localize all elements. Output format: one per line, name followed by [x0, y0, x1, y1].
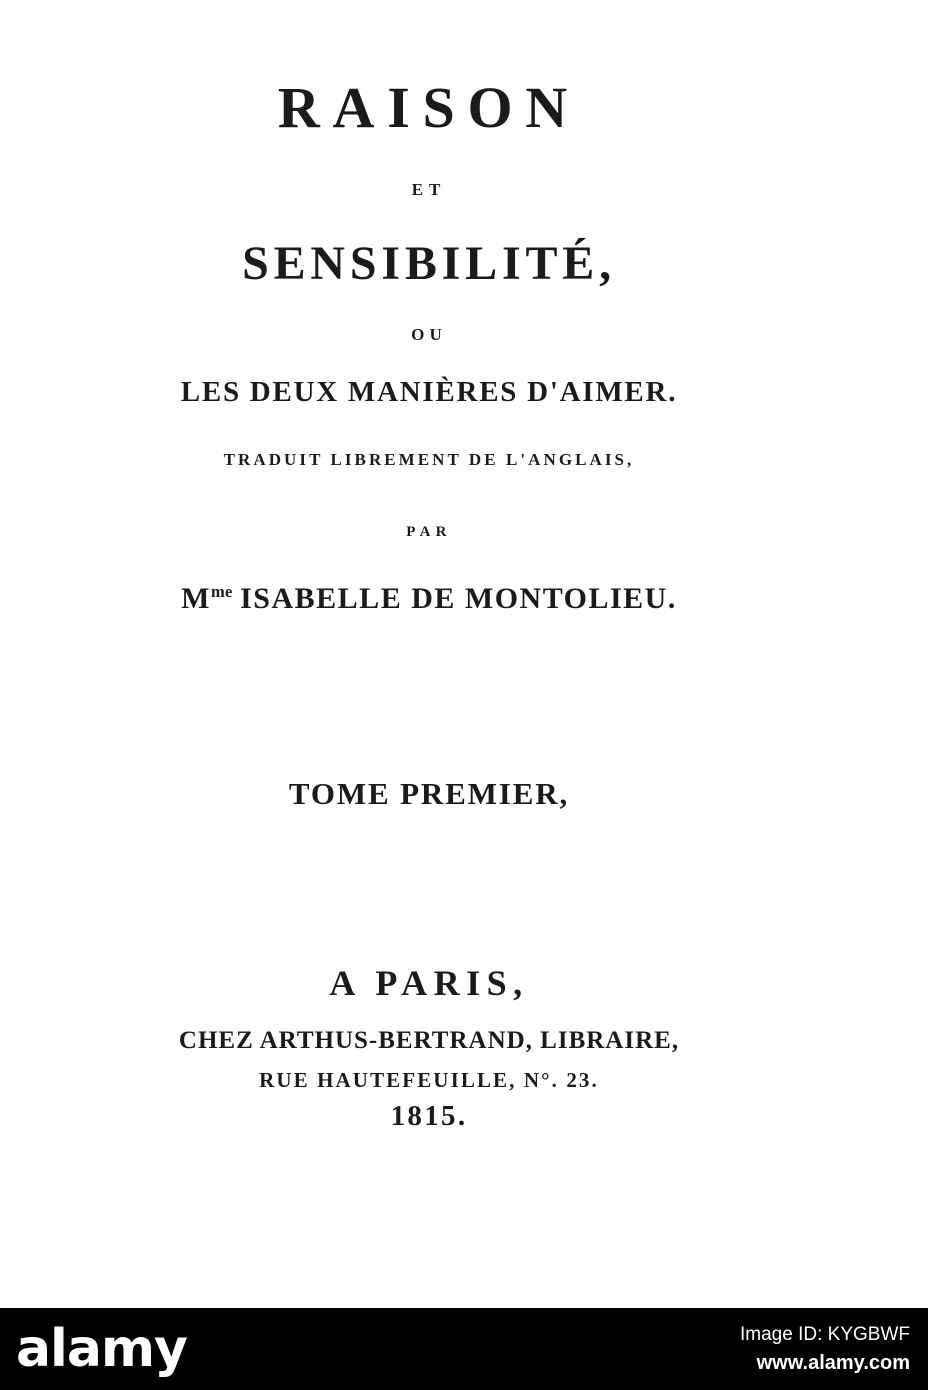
image-id-label: Image ID: — [740, 1323, 823, 1345]
image-id-line — [740, 1321, 910, 1350]
imprint-publisher: CHEZ ARTHUS-BERTRAND, LIBRAIRE, — [178, 1027, 680, 1054]
author-honorific-superscript: me — [210, 582, 233, 601]
alamy-watermark-bar — [0, 1308, 928, 1390]
book-subtitle: LES DEUX MANIÈRES D'AIMER. — [180, 376, 678, 408]
image-id-value: KYGBWF — [827, 1323, 910, 1345]
alamy-logo: alamy — [16, 1319, 187, 1379]
imprint-year: 1815. — [390, 1100, 468, 1132]
watermark-info — [740, 1321, 910, 1378]
author-line — [0, 582, 858, 616]
book-title-main: RAISON — [277, 75, 581, 140]
title-conjunction-et: ET — [411, 180, 447, 199]
byline-prefix: PAR — [406, 524, 452, 540]
title-conjunction-ou: OU — [411, 325, 447, 344]
author-honorific: M — [181, 582, 211, 615]
translation-note: TRADUIT LIBREMENT DE L'ANGLAIS, — [223, 450, 635, 469]
alamy-url: www.alamy.com — [756, 1352, 910, 1375]
book-title-second: SENSIBILITÉ, — [242, 237, 616, 290]
imprint-address: RUE HAUTEFEUILLE, N°. 23. — [259, 1068, 599, 1092]
author-name: ISABELLE DE MONTOLIEU. — [240, 582, 677, 615]
imprint-city: A PARIS, — [329, 963, 529, 1003]
volume-line: TOME PREMIER, — [288, 776, 570, 811]
